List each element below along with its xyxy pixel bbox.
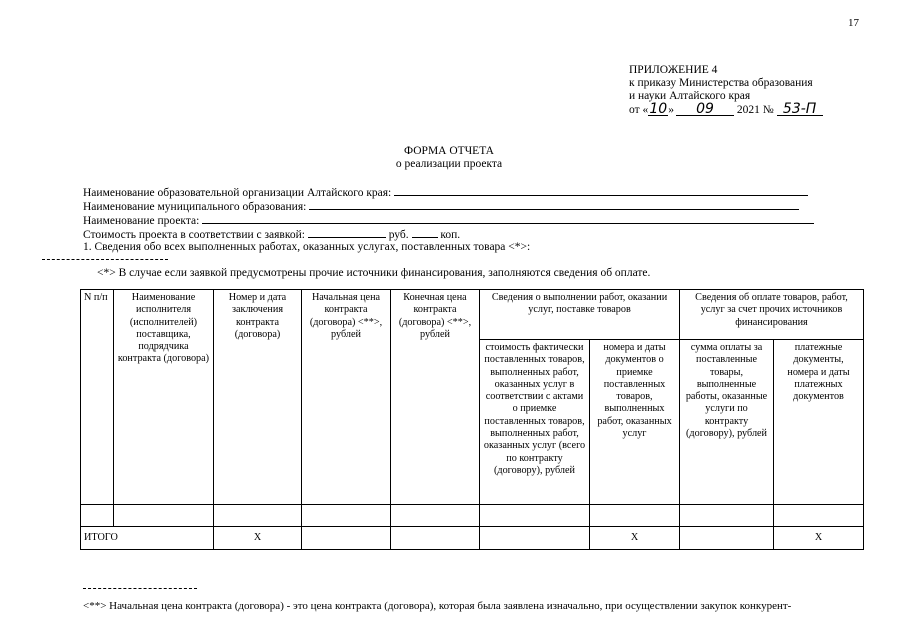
appendix-date-line xyxy=(629,103,823,117)
municipal-label: Наименование муниципального образования: xyxy=(83,201,307,213)
total-final-price[interactable] xyxy=(391,527,480,550)
cost-rub-line[interactable] xyxy=(308,227,386,238)
header-works-group: Сведения о выполнении работ, оказании услуг, поставке товаров xyxy=(480,290,680,340)
header-payment-group: Сведения об оплате товаров, работ, услуг за счет прочих источников финансирования xyxy=(680,290,864,340)
header-row-1 xyxy=(81,290,864,340)
total-label: ИТОГО xyxy=(81,527,214,550)
org-name-field xyxy=(83,185,808,199)
date-mid: » xyxy=(668,104,674,116)
header-final-price: Конечная цена контракта (договора) <**>, рублей xyxy=(391,290,480,505)
section-1-title: 1. Сведения обо всех выполненных работах, оказанных услугах, поставленных товара <*>: xyxy=(83,241,531,253)
total-initial-price[interactable] xyxy=(302,527,391,550)
total-pay-sum[interactable] xyxy=(680,527,774,550)
cost-field xyxy=(83,227,460,241)
cell-initial-price[interactable] xyxy=(302,505,391,527)
cell-final-price[interactable] xyxy=(391,505,480,527)
cell-executor[interactable] xyxy=(114,505,214,527)
cell-pay-docs[interactable] xyxy=(774,505,864,527)
project-field xyxy=(83,213,814,227)
org-name-line[interactable] xyxy=(394,185,808,196)
project-label: Наименование проекта: xyxy=(83,215,200,227)
municipal-field xyxy=(83,199,799,213)
report-table xyxy=(80,289,864,550)
rub-label: руб. xyxy=(388,229,409,241)
total-works-docs: Х xyxy=(590,527,680,550)
header-executor: Наименование исполнителя (исполнителей) поставщика, подрядчика контракта (договора) xyxy=(114,290,214,505)
project-line[interactable] xyxy=(202,213,814,224)
footnote-separator-top xyxy=(42,259,168,260)
total-works-cost[interactable] xyxy=(480,527,590,550)
header-pay-sum: сумма оплаты за поставленные товары, выполненные работы, оказанные услуги по контракту (договору), рублей xyxy=(680,340,774,505)
total-contract: Х xyxy=(214,527,302,550)
header-works-docs: номера и даты документов о приемке поставленных товаров, выполненных работ, оказанных услуг xyxy=(590,340,680,505)
form-title: ФОРМА ОТЧЕТА xyxy=(404,145,494,157)
appendix-line-2: и науки Алтайского края xyxy=(629,90,751,102)
header-num: N п/п xyxy=(81,290,114,505)
cell-contract[interactable] xyxy=(214,505,302,527)
cell-num[interactable] xyxy=(81,505,114,527)
municipal-line[interactable] xyxy=(309,199,799,210)
footnote-separator-bottom xyxy=(83,588,197,589)
date-prefix: от « xyxy=(629,104,649,116)
date-month: 09 xyxy=(676,103,734,116)
cell-works-docs[interactable] xyxy=(590,505,680,527)
date-day: 10 xyxy=(649,101,668,117)
total-row xyxy=(81,527,864,550)
total-pay-docs: Х xyxy=(774,527,864,550)
page-number: 17 xyxy=(848,17,859,29)
table-row xyxy=(81,505,864,527)
header-initial-price: Начальная цена контракта (договора) <**>, рублей xyxy=(302,290,391,505)
cell-works-cost[interactable] xyxy=(480,505,590,527)
footnote-double-star: <**> Начальная цена контракта (договора) - это цена контракта (договора), которая была заявлена изначально, при осуществлении закупок конкурент- xyxy=(83,600,792,612)
header-works-cost: стоимость фактически поставленных товаров, выполненных работ, оказанных услуг в соответствии с актами о приемке поставленных товаров, выполненных работ, оказанных услуг (всего по контракту (договору), рублей xyxy=(480,340,590,505)
form-subtitle: о реализации проекта xyxy=(395,158,503,170)
footnote-star: <*> В случае если заявкой предусмотрены прочие источники финансирования, заполняются сведения об оплате. xyxy=(97,267,651,279)
kop-label: коп. xyxy=(440,229,461,241)
date-year: 2021 № xyxy=(736,104,774,116)
appendix-block xyxy=(629,64,823,117)
header-contract: Номер и дата заключения контракта (договора) xyxy=(214,290,302,505)
cell-pay-sum[interactable] xyxy=(680,505,774,527)
appendix-title: ПРИЛОЖЕНИЕ 4 xyxy=(629,64,718,76)
cost-kop-line[interactable] xyxy=(412,227,438,238)
order-number: 53-П xyxy=(777,103,823,116)
header-pay-docs: платежные документы, номера и даты платежных документов xyxy=(774,340,864,505)
cost-label: Стоимость проекта в соответствии с заявкой: xyxy=(83,229,305,241)
org-name-label: Наименование образовательной организации Алтайского края: xyxy=(83,187,392,199)
appendix-line-1: к приказу Министерства образования xyxy=(629,77,813,89)
